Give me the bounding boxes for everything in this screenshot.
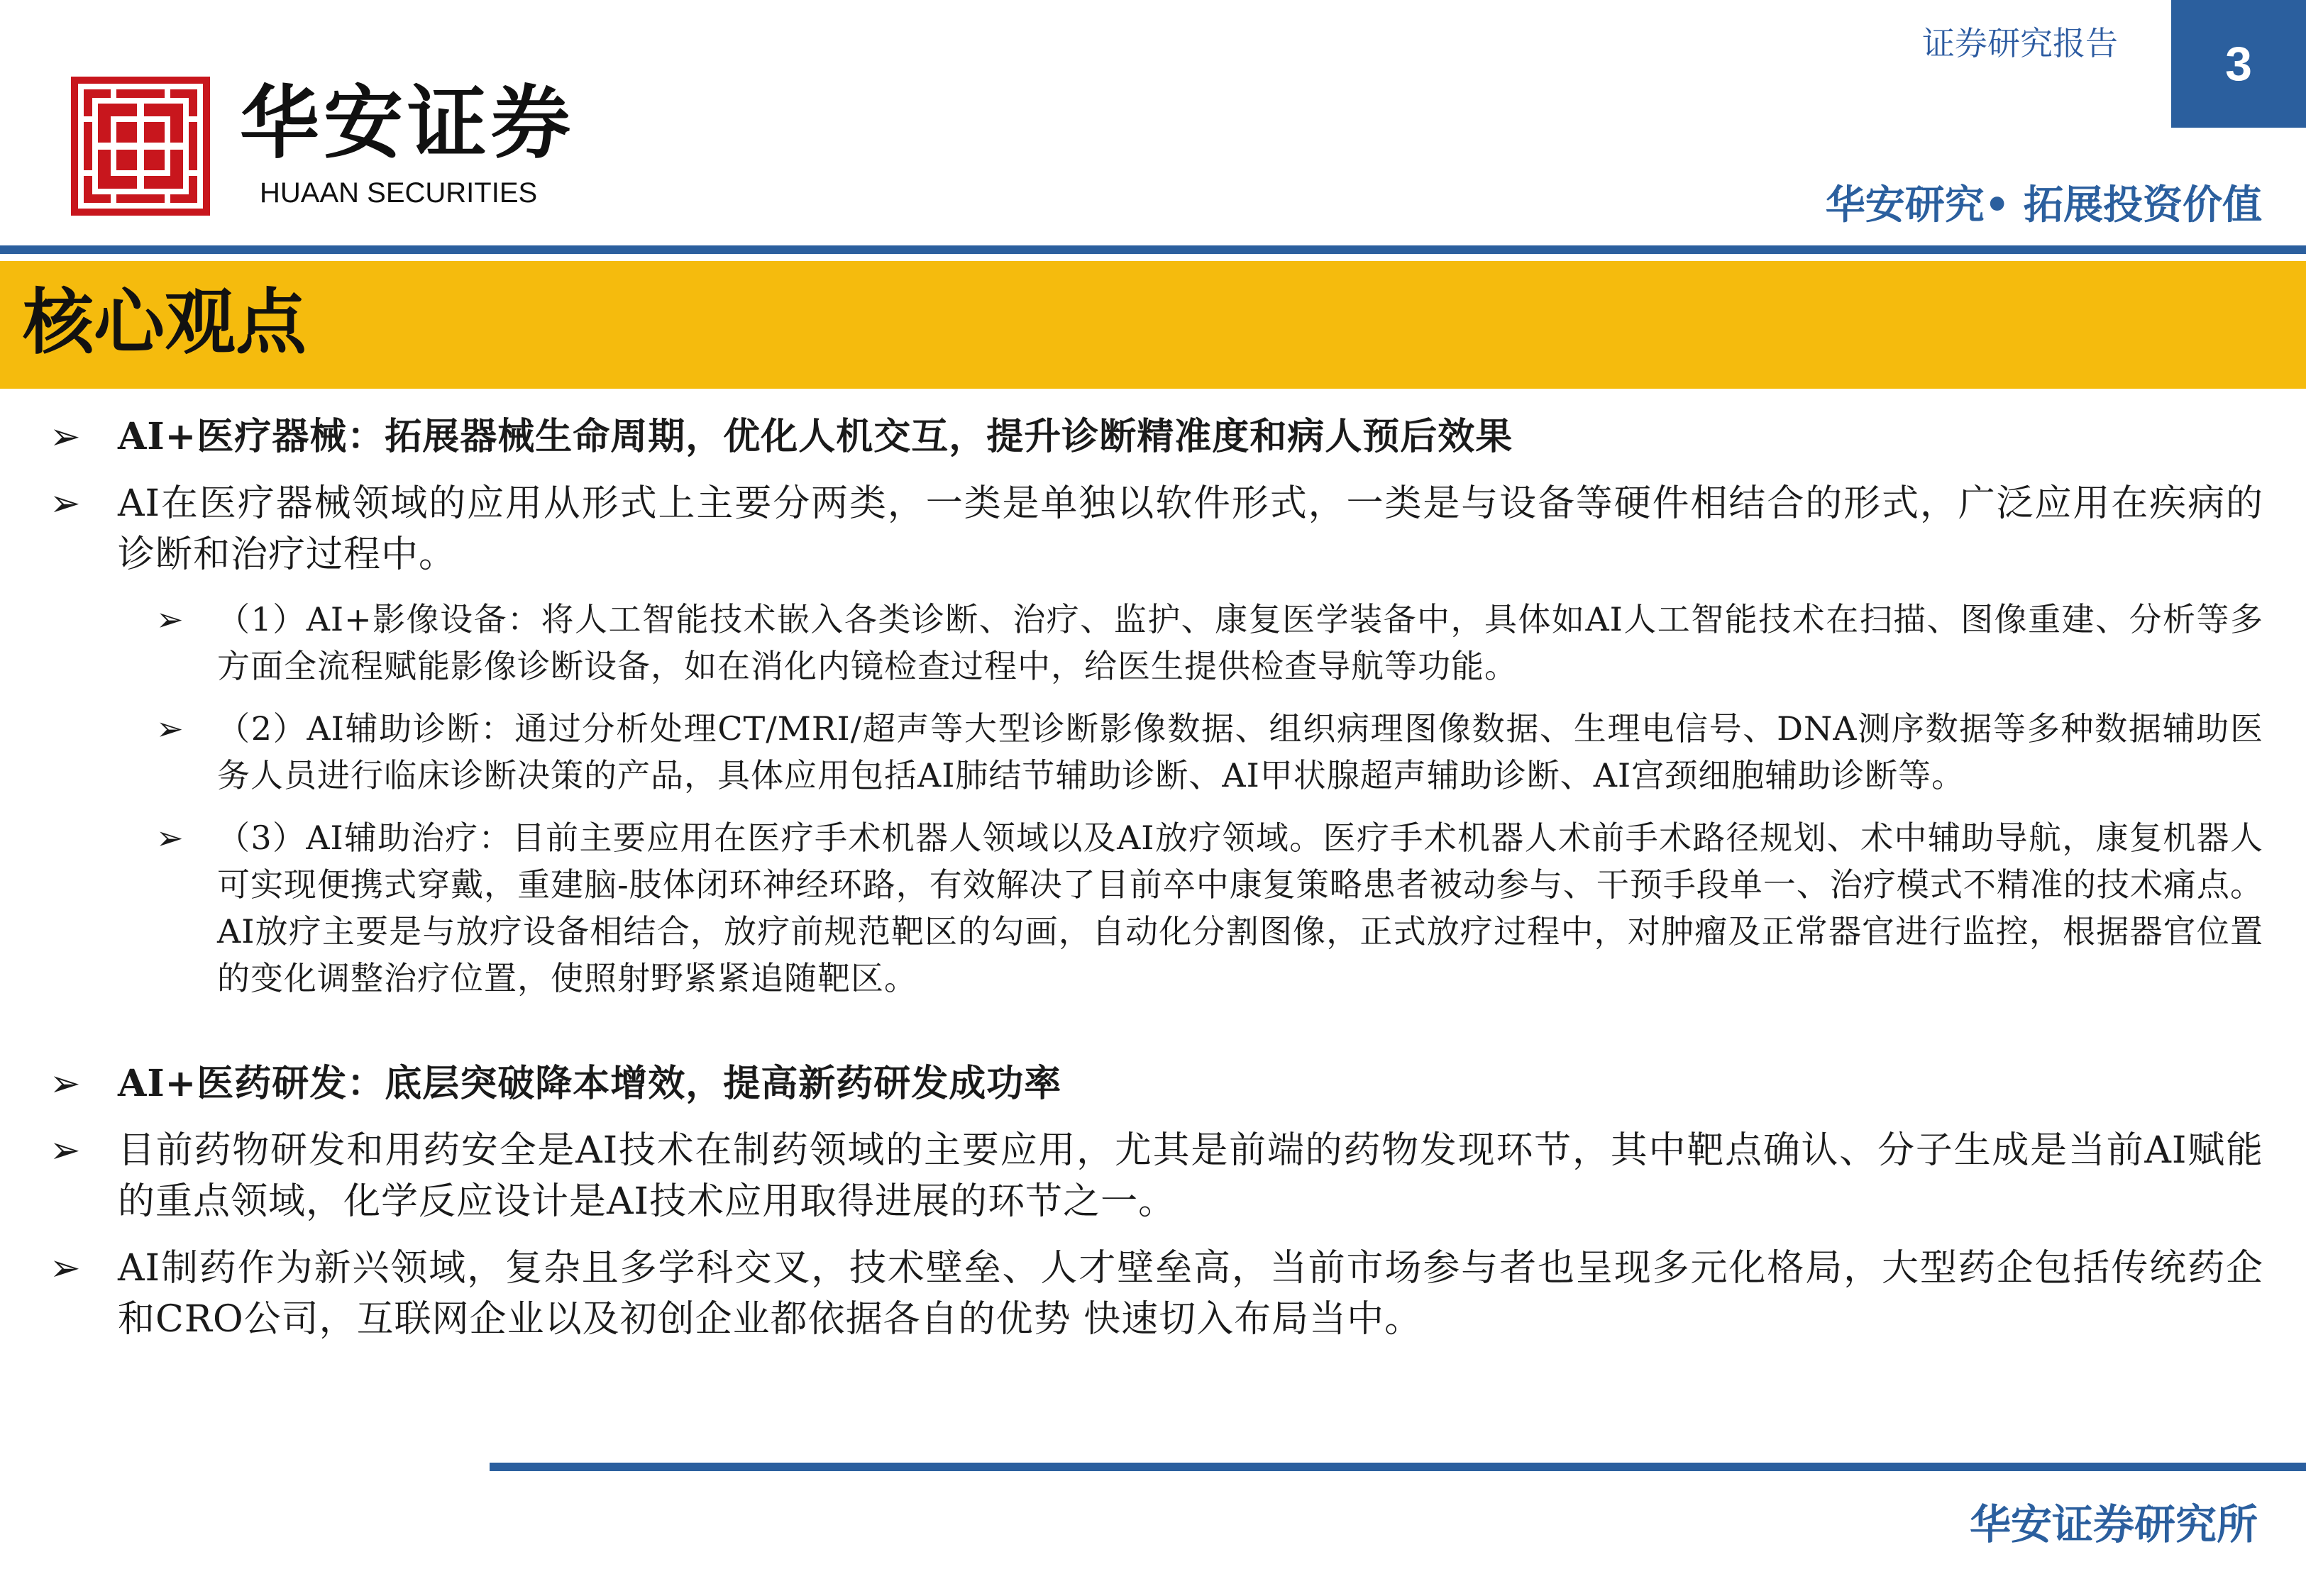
bullet-arrow-icon: ➢ bbox=[50, 1129, 82, 1172]
device-sub-item bbox=[149, 705, 2263, 799]
report-type-label: 证券研究报告 bbox=[1922, 24, 2118, 62]
device-intro-text: AI在医疗器械领域的应用从形式上主要分两类，一类是单独以软件形式，一类是与设备等硬件相结合的形式，广泛应用在疾病的诊断和治疗过程中。 bbox=[118, 482, 2263, 576]
bullet-arrow-icon: ➢ bbox=[50, 1063, 82, 1105]
device-heading bbox=[43, 411, 2263, 462]
page-number: 3 bbox=[2225, 37, 2252, 91]
device-sub-text: （2）AI辅助诊断：通过分析处理CT/MRI/超声等大型诊断影像数据、组织病理图像数据、生理电信号、DNA测序数据等多种数据辅助医务人员进行临床诊断决策的产品，具体应用包括AI肺结节辅助诊断、AI甲状腺超声辅助诊断、AI宫颈细胞辅助诊断等。 bbox=[217, 709, 2263, 794]
bullet-arrow-icon: ➢ bbox=[50, 482, 82, 525]
device-sub-text: （3）AI辅助治疗：目前主要应用在医疗手术机器人领域以及AI放疗领域。医疗手术机器人术前手术路径规划、术中辅助导航，康复机器人可实现便携式穿戴，重建脑-肢体闭环神经环路，有效解决了目前卒中康复策略患者被动参与、干预手段单一、治疗模式不精准的技术痛点。AI放疗主要是与放疗设备相结合，放疗前规范靶区的勾画，自动化分割图像，正式放疗过程中，对肿瘤及正常器官进行监控，根据器官位置的变化调整治疗位置，使照射野紧紧追随靶区。 bbox=[217, 819, 2263, 997]
header-slogan: 华安研究• 拓展投资价值 bbox=[1825, 182, 2262, 228]
main-content bbox=[43, 411, 2263, 1345]
device-heading-text: AI+医疗器械：拓展器械生命周期，优化人机交互，提升诊断精准度和病人预后效果 bbox=[118, 415, 1513, 458]
footer-organization: 华安证券研究所 bbox=[1969, 1500, 2258, 1548]
device-sub-item bbox=[149, 814, 2263, 1002]
logo-english-name: HUAAN SECURITIES bbox=[260, 177, 538, 209]
section-title-band bbox=[0, 261, 2306, 389]
bullet-arrow-icon: ➢ bbox=[156, 709, 184, 748]
pharma-point-text: 目前药物研发和用药安全是AI技术在制药领域的主要应用，尤其是前端的药物发现环节，其中靶点确认、分子生成是当前AI赋能的重点领域，化学反应设计是AI技术应用取得进展的环节之一。 bbox=[118, 1129, 2263, 1223]
bullet-arrow-icon: ➢ bbox=[50, 1247, 82, 1290]
company-logo-mark bbox=[71, 77, 210, 216]
page-number-badge bbox=[2171, 0, 2306, 128]
footer-divider bbox=[490, 1463, 2306, 1471]
logo-chinese-name: 华安证券 bbox=[240, 77, 575, 170]
pharma-point bbox=[43, 1125, 2263, 1227]
logo-seal-icon bbox=[71, 77, 210, 216]
section-title: 核心观点 bbox=[23, 281, 307, 364]
device-sub-item bbox=[149, 596, 2263, 689]
pharma-heading-text: AI+医药研发：底层突破降本增效，提高新药研发成功率 bbox=[118, 1062, 1062, 1105]
bullet-arrow-icon: ➢ bbox=[50, 416, 82, 458]
device-intro bbox=[43, 478, 2263, 580]
device-sub-text: （1）AI+影像设备：将人工智能技术嵌入各类诊断、治疗、监护、康复医学装备中，具体如AI人工智能技术在扫描、图像重建、分析等多方面全流程赋能影像诊断设备，如在消化内镜检查过程中，给医生提供检查导航等功能。 bbox=[217, 600, 2263, 685]
pharma-point-text: AI制药作为新兴领域，复杂且多学科交叉，技术壁垒、人才壁垒高，当前市场参与者也呈现多元化格局，大型药企包括传统药企和CRO公司，互联网企业以及初创企业都依据各自的优势 快速切入布局当中。 bbox=[118, 1247, 2263, 1341]
bullet-arrow-icon: ➢ bbox=[156, 819, 184, 857]
header-divider bbox=[0, 245, 2306, 254]
bullet-arrow-icon: ➢ bbox=[156, 600, 184, 638]
pharma-point bbox=[43, 1243, 2263, 1345]
pharma-heading bbox=[43, 1058, 2263, 1109]
